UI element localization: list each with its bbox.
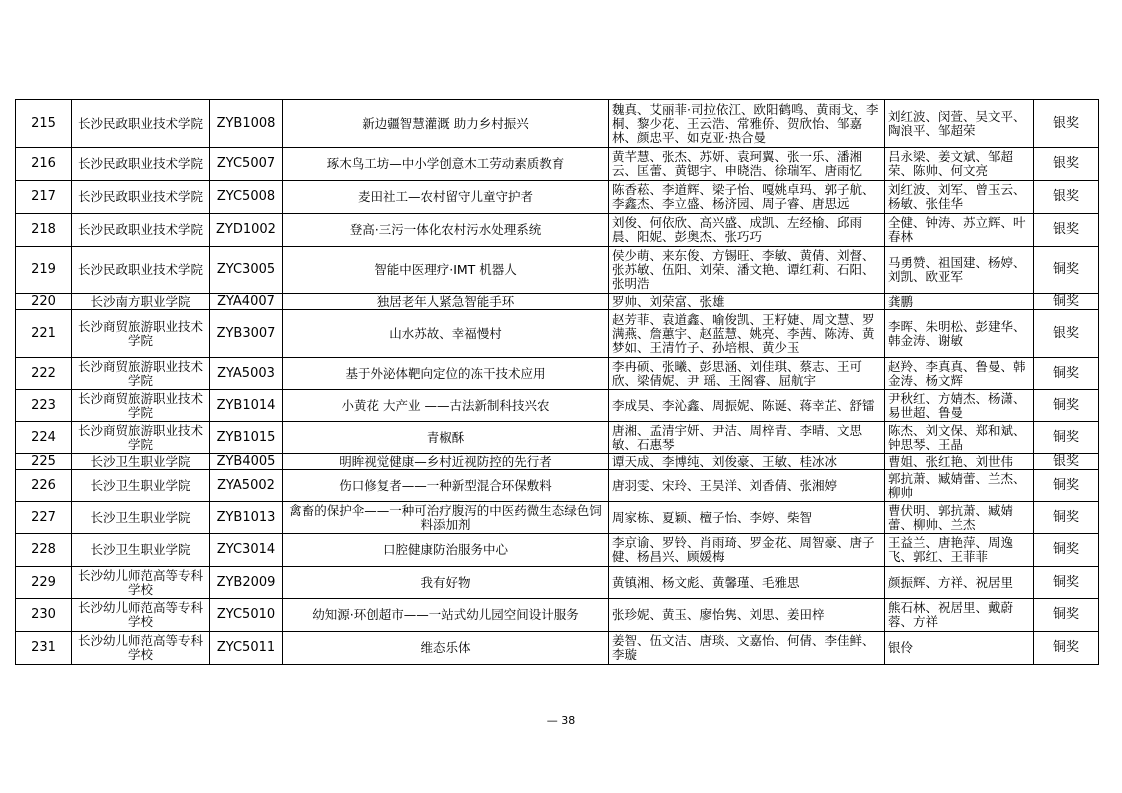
cell-award: 银奖 bbox=[1034, 214, 1099, 247]
cell-project: 登高·三污一体化农村污水处理系统 bbox=[283, 214, 609, 247]
cell-id: 217 bbox=[16, 181, 72, 214]
cell-project: 新边疆智慧灌溉 助力乡村振兴 bbox=[283, 100, 609, 148]
cell-id: 219 bbox=[16, 247, 72, 294]
cell-code: ZYB4005 bbox=[210, 454, 283, 470]
cell-advisors: 银伶 bbox=[885, 632, 1034, 665]
cell-id: 220 bbox=[16, 294, 72, 310]
table-row bbox=[16, 214, 1099, 247]
cell-members: 唐羽雯、宋玲、王昊洋、刘香倩、张湘婷 bbox=[609, 470, 885, 502]
cell-code: ZYC3014 bbox=[210, 534, 283, 567]
cell-school: 长沙卫生职业学院 bbox=[72, 534, 210, 567]
cell-id: 226 bbox=[16, 470, 72, 502]
cell-project: 维态乐体 bbox=[283, 632, 609, 665]
cell-school: 长沙民政职业技术学院 bbox=[72, 181, 210, 214]
cell-school: 长沙南方职业学院 bbox=[72, 294, 210, 310]
cell-members: 李京谕、罗铃、肖雨琦、罗金花、周智豪、唐子健、杨昌兴、顾媛梅 bbox=[609, 534, 885, 567]
cell-school: 长沙民政职业技术学院 bbox=[72, 100, 210, 148]
table-row bbox=[16, 470, 1099, 502]
cell-school: 长沙民政职业技术学院 bbox=[72, 148, 210, 181]
cell-award: 铜奖 bbox=[1034, 422, 1099, 454]
cell-code: ZYB1014 bbox=[210, 390, 283, 422]
table-row bbox=[16, 454, 1099, 470]
cell-code: ZYC3005 bbox=[210, 247, 283, 294]
cell-members: 罗帅、刘荣富、张雄 bbox=[609, 294, 885, 310]
cell-id: 230 bbox=[16, 599, 72, 632]
cell-members: 黄镇湘、杨文彪、黄馨瑾、毛雅思 bbox=[609, 567, 885, 599]
table-row bbox=[16, 390, 1099, 422]
cell-code: ZYB1013 bbox=[210, 502, 283, 534]
cell-code: ZYD1002 bbox=[210, 214, 283, 247]
cell-school: 长沙商贸旅游职业技术学院 bbox=[72, 310, 210, 358]
page-number: — 38 bbox=[546, 714, 576, 727]
awards-table bbox=[15, 99, 1099, 665]
table-row bbox=[16, 632, 1099, 665]
cell-award: 铜奖 bbox=[1034, 632, 1099, 665]
cell-advisors: 熊石林、祝居里、戴蔚蓉、方祥 bbox=[885, 599, 1034, 632]
cell-code: ZYB1015 bbox=[210, 422, 283, 454]
cell-code: ZYA5003 bbox=[210, 358, 283, 390]
cell-members: 魏真、艾丽菲·司拉依江、欧阳鹤鸣、黄雨戈、李桐、黎少花、王云浩、常雅侨、贺欣怡、邹嘉林、颜忠平、如克亚·热合曼 bbox=[609, 100, 885, 148]
cell-id: 231 bbox=[16, 632, 72, 665]
table-row bbox=[16, 422, 1099, 454]
table-row bbox=[16, 534, 1099, 567]
cell-school: 长沙幼儿师范高等专科学校 bbox=[72, 632, 210, 665]
table-row bbox=[16, 599, 1099, 632]
cell-id: 228 bbox=[16, 534, 72, 567]
cell-advisors: 刘红波、闵萱、吴文平、陶浪平、邹超荣 bbox=[885, 100, 1034, 148]
cell-award: 铜奖 bbox=[1034, 470, 1099, 502]
cell-advisors: 陈杰、刘文保、郑和斌、钟思琴、王晶 bbox=[885, 422, 1034, 454]
cell-code: ZYB2009 bbox=[210, 567, 283, 599]
cell-award: 铜奖 bbox=[1034, 502, 1099, 534]
cell-school: 长沙商贸旅游职业技术学院 bbox=[72, 358, 210, 390]
cell-advisors: 全健、钟涛、苏立辉、叶春林 bbox=[885, 214, 1034, 247]
cell-award: 银奖 bbox=[1034, 454, 1099, 470]
table-row bbox=[16, 310, 1099, 358]
cell-members: 张珍妮、黄玉、廖怡隽、刘思、姜田梓 bbox=[609, 599, 885, 632]
cell-members: 谭天成、李博纯、刘俊豪、王敏、桂冰冰 bbox=[609, 454, 885, 470]
cell-school: 长沙商贸旅游职业技术学院 bbox=[72, 422, 210, 454]
table-row bbox=[16, 294, 1099, 310]
cell-advisors: 赵羚、李真真、鲁曼、韩金涛、杨文辉 bbox=[885, 358, 1034, 390]
table-row bbox=[16, 100, 1099, 148]
cell-members: 刘俊、何依欣、高兴盛、成凯、左经榆、邱雨晨、阳妮、彭奥杰、张巧巧 bbox=[609, 214, 885, 247]
cell-school: 长沙幼儿师范高等专科学校 bbox=[72, 599, 210, 632]
cell-advisors: 郭抗萧、臧婧蕾、兰杰、柳帅 bbox=[885, 470, 1034, 502]
cell-members: 侯少萌、来东俊、方锡旺、李敏、黄倩、刘督、张苏敏、伍阳、刘荣、潘文艳、谭红莉、石阳、张明浩 bbox=[609, 247, 885, 294]
cell-code: ZYA4007 bbox=[210, 294, 283, 310]
cell-id: 218 bbox=[16, 214, 72, 247]
cell-award: 银奖 bbox=[1034, 148, 1099, 181]
cell-advisors: 王益兰、唐艳萍、周逸飞、郭红、王菲菲 bbox=[885, 534, 1034, 567]
cell-project: 明眸视觉健康—乡村近视防控的先行者 bbox=[283, 454, 609, 470]
cell-members: 黄芊慧、张杰、苏妍、袁珂翼、张一乐、潘湘云、匡蕾、黄锶宇、申晓浩、徐瑞军、唐雨忆 bbox=[609, 148, 885, 181]
cell-award: 铜奖 bbox=[1034, 534, 1099, 567]
cell-code: ZYC5008 bbox=[210, 181, 283, 214]
cell-members: 李冉硕、张曦、彭思涵、刘佳琪、蔡志、王可欣、梁倩妮、尹 瑶、王阁睿、屈航宇 bbox=[609, 358, 885, 390]
cell-members: 赵芳菲、袁道鑫、喻俊凯、王籽婕、周文慧、罗满燕、詹蕙宇、赵蓝慧、姚亮、李茜、陈涛、黄梦如、王清竹子、孙培根、黄少玉 bbox=[609, 310, 885, 358]
table-row bbox=[16, 148, 1099, 181]
cell-award: 铜奖 bbox=[1034, 390, 1099, 422]
cell-school: 长沙卫生职业学院 bbox=[72, 470, 210, 502]
cell-school: 长沙幼儿师范高等专科学校 bbox=[72, 567, 210, 599]
cell-code: ZYB3007 bbox=[210, 310, 283, 358]
cell-award: 铜奖 bbox=[1034, 247, 1099, 294]
table-row bbox=[16, 358, 1099, 390]
table-row bbox=[16, 502, 1099, 534]
cell-code: ZYC5010 bbox=[210, 599, 283, 632]
table-row bbox=[16, 247, 1099, 294]
cell-school: 长沙卫生职业学院 bbox=[72, 502, 210, 534]
cell-project: 口腔健康防治服务中心 bbox=[283, 534, 609, 567]
cell-members: 姜智、伍文洁、唐琰、文嘉怡、何倩、李佳鲜、李璇 bbox=[609, 632, 885, 665]
cell-school: 长沙商贸旅游职业技术学院 bbox=[72, 390, 210, 422]
cell-project: 麦田社工—农村留守儿童守护者 bbox=[283, 181, 609, 214]
cell-project: 幼知源·环创超市——一站式幼儿园空间设计服务 bbox=[283, 599, 609, 632]
cell-project: 青椒酥 bbox=[283, 422, 609, 454]
cell-id: 229 bbox=[16, 567, 72, 599]
cell-project: 基于外泌体靶向定位的冻干技术应用 bbox=[283, 358, 609, 390]
cell-project: 禽畜的保护伞——一种可治疗腹泻的中医药微生态绿色饲料添加剂 bbox=[283, 502, 609, 534]
table-row bbox=[16, 567, 1099, 599]
cell-award: 铜奖 bbox=[1034, 358, 1099, 390]
cell-award: 银奖 bbox=[1034, 100, 1099, 148]
cell-award: 铜奖 bbox=[1034, 599, 1099, 632]
cell-school: 长沙卫生职业学院 bbox=[72, 454, 210, 470]
cell-id: 225 bbox=[16, 454, 72, 470]
cell-id: 215 bbox=[16, 100, 72, 148]
cell-members: 周家栋、夏颖、檀子怡、李婷、柴智 bbox=[609, 502, 885, 534]
cell-award: 银奖 bbox=[1034, 310, 1099, 358]
cell-project: 我有好物 bbox=[283, 567, 609, 599]
cell-code: ZYB1008 bbox=[210, 100, 283, 148]
cell-members: 唐湘、孟清宇妍、尹洁、周梓青、李晴、文思敏、石惠琴 bbox=[609, 422, 885, 454]
cell-members: 陈香菘、李道辉、梁子怡、嘎姚卓玛、郭子航、李鑫杰、李立盛、杨济园、周子睿、唐思远 bbox=[609, 181, 885, 214]
cell-advisors: 曹姐、张红艳、刘世伟 bbox=[885, 454, 1034, 470]
cell-id: 221 bbox=[16, 310, 72, 358]
cell-code: ZYC5007 bbox=[210, 148, 283, 181]
cell-id: 222 bbox=[16, 358, 72, 390]
cell-id: 216 bbox=[16, 148, 72, 181]
cell-award: 铜奖 bbox=[1034, 294, 1099, 310]
cell-school: 长沙民政职业技术学院 bbox=[72, 247, 210, 294]
cell-advisors: 龚鹏 bbox=[885, 294, 1034, 310]
cell-advisors: 曹伏明、郭抗萧、臧婧蕾、柳帅、兰杰 bbox=[885, 502, 1034, 534]
cell-advisors: 马勇赞、祖国建、杨婷、刘凯、欧亚军 bbox=[885, 247, 1034, 294]
cell-advisors: 尹秋红、方婧杰、杨潇、易世超、鲁曼 bbox=[885, 390, 1034, 422]
cell-project: 智能中医理疗·IMT 机器人 bbox=[283, 247, 609, 294]
cell-project: 山水苏故、幸福慢村 bbox=[283, 310, 609, 358]
cell-school: 长沙民政职业技术学院 bbox=[72, 214, 210, 247]
cell-advisors: 颜振辉、方祥、祝居里 bbox=[885, 567, 1034, 599]
cell-members: 李成昊、李沁鑫、周振妮、陈诞、蒋幸芷、舒镭 bbox=[609, 390, 885, 422]
cell-project: 独居老年人紧急智能手环 bbox=[283, 294, 609, 310]
cell-project: 小黄花 大产业 ——古法新制科技兴农 bbox=[283, 390, 609, 422]
table-row bbox=[16, 181, 1099, 214]
cell-id: 224 bbox=[16, 422, 72, 454]
cell-advisors: 刘红波、刘军、曾玉云、杨敏、张佳华 bbox=[885, 181, 1034, 214]
cell-award: 铜奖 bbox=[1034, 567, 1099, 599]
cell-advisors: 李晖、朱明松、彭建华、韩金涛、谢敏 bbox=[885, 310, 1034, 358]
cell-id: 223 bbox=[16, 390, 72, 422]
cell-id: 227 bbox=[16, 502, 72, 534]
cell-code: ZYC5011 bbox=[210, 632, 283, 665]
cell-project: 琢木鸟工坊—中小学创意木工劳动素质教育 bbox=[283, 148, 609, 181]
cell-award: 银奖 bbox=[1034, 181, 1099, 214]
cell-code: ZYA5002 bbox=[210, 470, 283, 502]
cell-advisors: 吕永梁、姜文斌、邹超荣、陈帅、何文亮 bbox=[885, 148, 1034, 181]
cell-project: 伤口修复者——一种新型混合环保敷料 bbox=[283, 470, 609, 502]
